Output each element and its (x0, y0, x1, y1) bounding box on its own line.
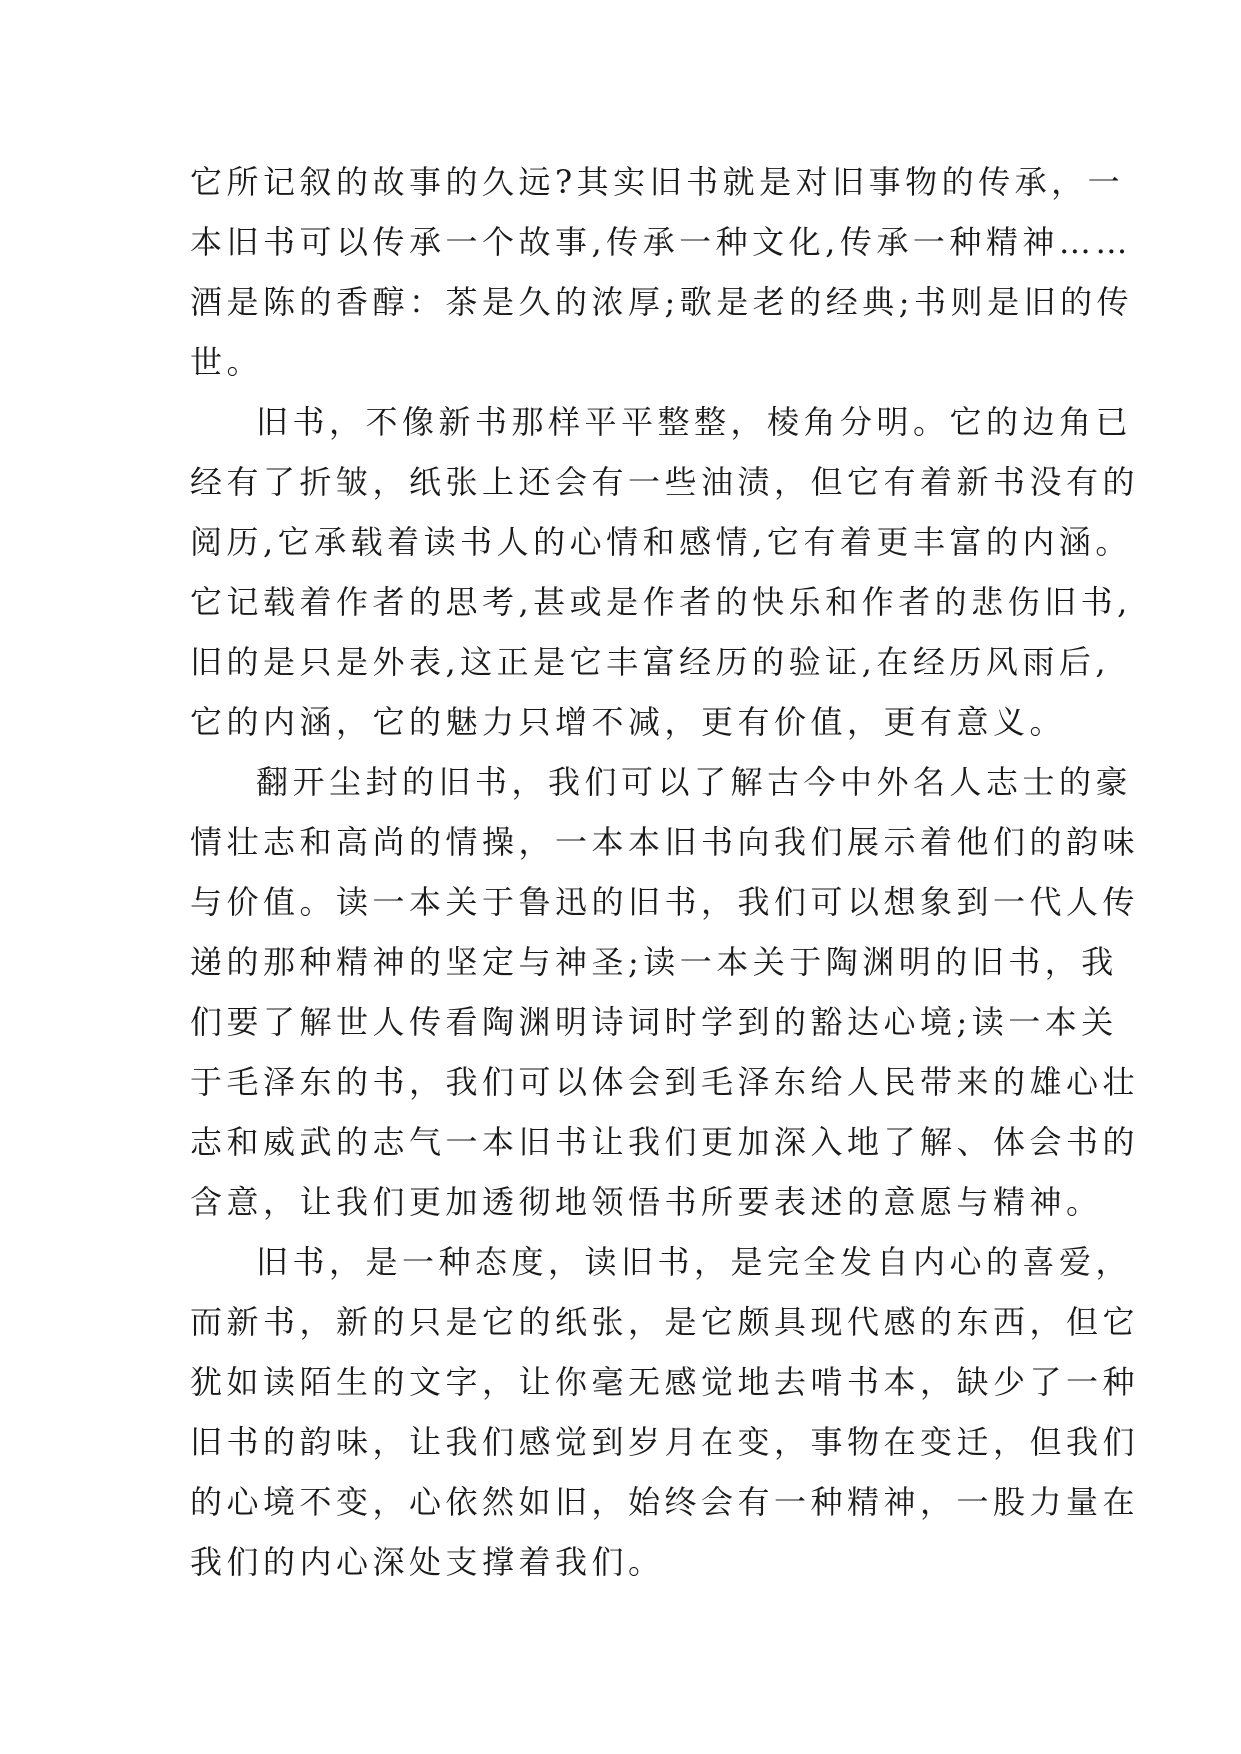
text-line: 含意，让我们更加透彻地领悟书所要表述的意愿与精神。 (190, 1183, 1103, 1221)
text-line: 阅历,它承载着读书人的心情和感情,它有着更丰富的内涵。 (190, 523, 1132, 561)
text-line: 本旧书可以传承一个故事,传承一种文化,传承一种精神…… (190, 223, 1132, 261)
text-line: 递的那种精神的坚定与神圣;读一本关于陶渊明的旧书，我 (190, 943, 1118, 981)
text-line: 犹如读陌生的文字，让你毫无感觉地去啃书本，缺少了一种 (190, 1363, 1140, 1401)
text-line: 旧的是只是外表,这正是它丰富经历的验证,在经历风雨后, (190, 643, 1111, 681)
text-line: 而新书，新的只是它的纸张，是它颇具现代感的东西，但它 (190, 1303, 1140, 1341)
text-line: 志和威武的志气一本旧书让我们更加深入地了解、体会书的 (190, 1123, 1140, 1161)
text-line: 它的内涵，它的魅力只增不减，更有价值，更有意义。 (190, 703, 1067, 741)
text-line: 我们的内心深处支撑着我们。 (190, 1543, 665, 1581)
text-line: 酒是陈的香醇：茶是久的浓厚;歌是老的经典;书则是旧的传 (190, 283, 1134, 321)
text-line: 它所记叙的故事的久远?其实旧书就是对旧事物的传承，一 (190, 163, 1125, 201)
text-line: 它记载着作者的思考,甚或是作者的快乐和作者的悲伤旧书, (190, 583, 1132, 621)
text-line: 情壮志和高尚的情操，一本本旧书向我们展示着他们的韵味 (190, 823, 1140, 861)
text-line: 经有了折皱，纸张上还会有一些油渍，但它有着新书没有的 (190, 463, 1140, 501)
text-line: 与价值。读一本关于鲁迅的旧书，我们可以想象到一代人传 (190, 883, 1140, 921)
text-line: 世。 (190, 343, 264, 381)
text-line: 旧书的韵味，让我们感觉到岁月在变，事物在变迁，但我们 (190, 1423, 1140, 1461)
text-line: 们要了解世人传看陶渊明诗词时学到的豁达心境;读一本关 (190, 1003, 1118, 1041)
paragraph-first-line: 翻开尘封的旧书，我们可以了解古今中外名人志士的豪 (256, 763, 1133, 801)
paragraph-first-line: 旧书，是一种态度，读旧书，是完全发自内心的喜爱， (256, 1243, 1133, 1281)
paragraph-first-line: 旧书，不像新书那样平平整整，棱角分明。它的边角已 (256, 403, 1133, 441)
text-line: 的心境不变，心依然如旧，始终会有一种精神，一股力量在 (190, 1483, 1140, 1521)
body-text (190, 152, 1140, 1592)
text-line: 于毛泽东的书，我们可以体会到毛泽东给人民带来的雄心壮 (190, 1063, 1140, 1101)
